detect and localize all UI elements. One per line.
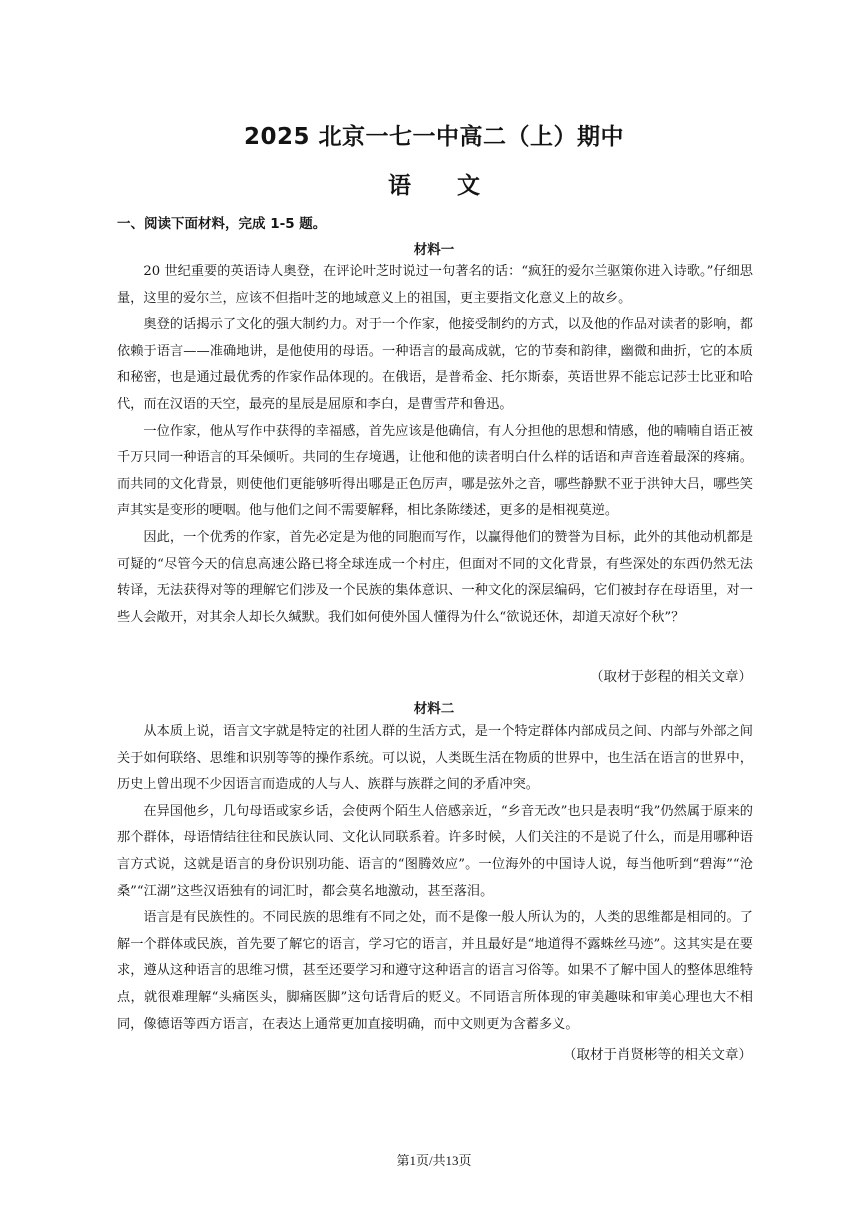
material-2-source: （取材于肖贤彬等的相关文章） — [563, 1047, 752, 1063]
material-2-paragraph: 语言是有民族性的。不同民族的思维有不同之处，而不是像一般人所认为的，人类的思维都是相同的。了解一个群体或民族，首先要了解它的语言，学习它的语言，并且最好是“地道得不露蛛丝马迹”。这其实是在要求，遵从这种语言的思维习惯，甚至还要学习和遵守这种语言的语言习俗等。如果不了解中国人的整体思维特点，就很难理解“头痛医头，脚痛医脚”这句话背后的贬义。不同语言所体现的审美趣味和审美心理也大不相同，像德语等西方语言，在表达上通常更加直接明确，而中文则更为含蓄多义。 — [117, 910, 753, 1032]
material-1-body — [117, 259, 753, 631]
subject-title: 语文 — [388, 173, 526, 199]
material-2-paragraph: 在异国他乡，几句母语或家乡话，会使两个陌生人倍感亲近，“乡音无改”也只是表明“我”仍然属于原来的那个群体，母语情结往往和民族认同、文化认同联系着。许多时候，人们关注的不是说了什么，而是用哪种语言方式说，这就是语言的身份识别功能、语言的“图腾效应”。一位海外的中国诗人说，每当他听到“碧海”“沧桑”“江湖”这些汉语独有的词汇时，都会莫名地激动，甚至落泪。 — [117, 803, 753, 899]
material-1-source: （取材于彭程的相关文章） — [590, 669, 752, 685]
page-title: 2025 北京一七一中高二（上）期中 — [243, 124, 625, 150]
material-1-title: 材料一 — [413, 242, 455, 258]
material-2-paragraph: 从本质上说，语言文字就是特定的社团人群的生活方式，是一个特定群体内部成员之间、内部与外部之间关于如何联络、思维和识别等等的操作系统。可以说，人类既生活在物质的世界中，也生活在语言的世界中，历史上曾出现不少因语言而造成的人与人、族群与族群之间的矛盾冲突。 — [117, 724, 753, 793]
material-1-paragraph: 20 世纪重要的英语诗人奥登，在评论叶芝时说过一句著名的话：“疯狂的爱尔兰驱策你进入诗歌。”仔细思量，这里的爱尔兰，应该不但指叶芝的地域意义上的祖国，更主要指文化意义上的故乡。 — [117, 264, 753, 306]
material-1-paragraph: 一位作家，他从写作中获得的幸福感，首先应该是他确信，有人分担他的思想和情感，他的喃喃自语正被千万只同一种语言的耳朵倾听。共同的生存境遇，让他和他的读者明白什么样的话语和声音连着最深的疼痛。而共同的文化背景，则使他们更能够听得出哪是正色厉声，哪是弦外之音，哪些静默不亚于洪钟大吕，哪些笑声其实是变形的哽咽。他与他们之间不需要解释，相比条陈缕述，更多的是相视莫逆。 — [117, 423, 753, 519]
page-number: 第1页/共13页 — [396, 1153, 472, 1168]
material-2-title: 材料二 — [413, 701, 455, 717]
material-1-paragraph: 因此，一个优秀的作家，首先必定是为他的同胞而写作，以赢得他们的赞誉为目标，此外的其他动机都是可疑的“尽管今天的信息高速公路已将全球连成一个村庄，但面对不同的文化背景，有些深处的东西仍然无法转译，无法获得对等的理解它们涉及一个民族的集体意识、一种文化的深层编码，它们被封存在母语里，对一些人会敞开，对其余人却长久缄默。我们如何使外国人懂得为什么“欲说还休，却道天凉好个秋”？ — [117, 529, 753, 625]
question-heading: 一、阅读下面材料，完成 1-5 题。 — [117, 216, 327, 232]
material-2-body — [117, 719, 753, 1038]
material-1-paragraph: 奥登的话揭示了文化的强大制约力。对于一个作家，他接受制约的方式，以及他的作品对读者的影响，都依赖于语言——准确地讲，是他使用的母语。一种语言的最高成就，它的节奏和韵律，幽微和曲折，它的本质和秘密，也是通过最优秀的作家作品体现的。在俄语，是普希金、托尔斯泰，英语世界不能忘记莎士比亚和哈代，而在汉语的天空，最亮的星辰是屈原和李白，是曹雪芹和鲁迅。 — [117, 317, 753, 412]
